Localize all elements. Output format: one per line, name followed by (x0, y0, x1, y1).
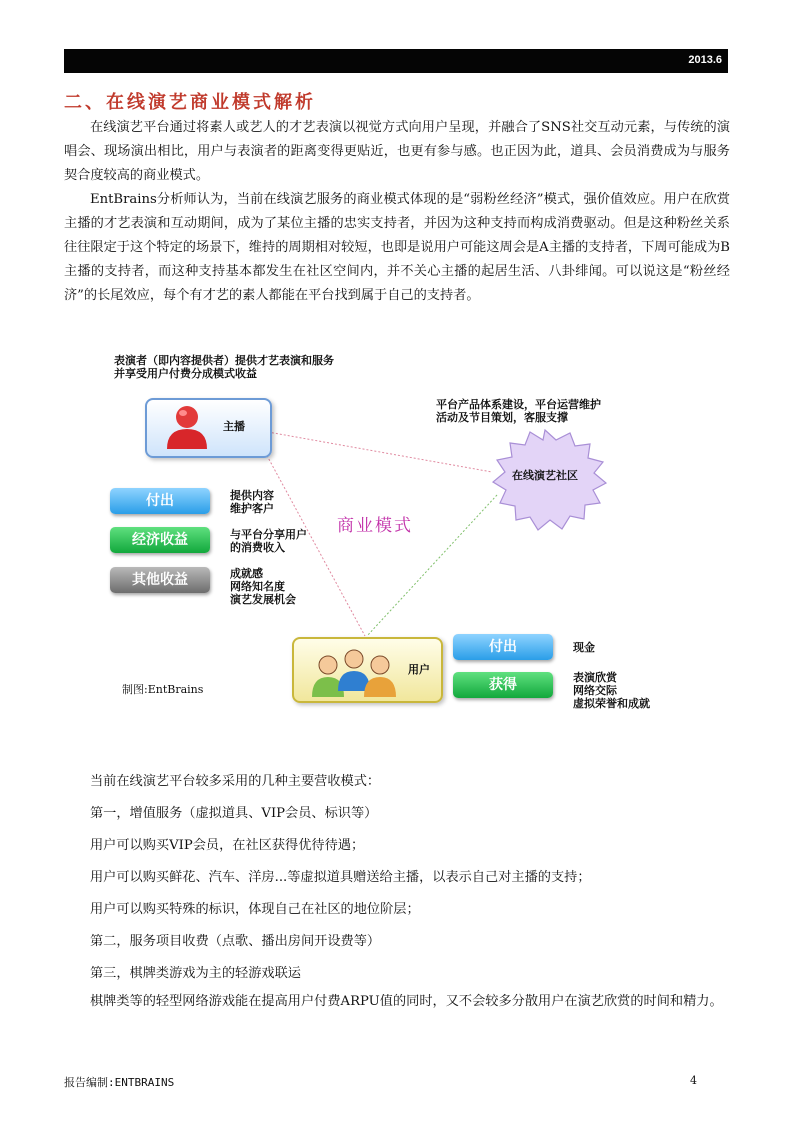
section-title: 二、在线演艺商业模式解析 (64, 92, 316, 113)
revenue-first-gifts: 用户可以购买鲜花、汽车、洋房...等虚拟道具赠送给主播，以表示自己对主播的支持； (90, 870, 591, 885)
paragraph-analysis: EntBrains分析师认为，当前在线演艺服务的商业模式体现的是“弱粉丝经济”模式，强价值效应。用户在欣赏主播的才艺表演和互动期间，成为了某位主播的忠实支持者，并因为这种支持而构成消费驱动。但是这种粉丝关系往往限定于这个特定的场景下，维持的周期相对较短，也即是说用户可能这周会是A主播的支持者，下周可能成为B主播的支持者，而这种支持基本都发生在社区空间内，并不关心主播的起居生活、八卦绯闻。可以说这是“粉丝经济”的长尾效应，每个有才艺的素人都能在平台找到属于自己的支持者。 (64, 192, 730, 303)
revenue-second: 第二，服务项目收费（点歌、播出房间开设费等） (90, 934, 381, 949)
user-gain-button: 获得 (453, 672, 553, 698)
footer-author: 报告编制:ENTBRAINS (64, 1076, 175, 1089)
revenue-first-badges: 用户可以购买特殊的标识，体现自己在社区的地位阶层； (90, 902, 420, 917)
paragraph-intro: 在线演艺平台通过将素人或艺人的才艺表演以视觉方式向用户呈现，并融合了SNS社交互动元素，与传统的演唱会、现场演出相比，用户与表演者的距离变得更贴近，也更有参与感。也正因为此，道具、会员消费成为与服务契合度较高的商业模式。 (64, 120, 730, 183)
host-node (145, 398, 272, 458)
business-model-label: 商业模式 (337, 516, 413, 536)
revenue-intro: 当前在线演艺平台较多采用的几种主要营收模式： (90, 774, 381, 789)
diagram-credit: 制图:EntBrains (122, 683, 204, 696)
user-pay-button: 付出 (453, 634, 553, 660)
host-economic-text: 与平台分享用户 的消费收入 (230, 528, 307, 554)
host-other-text: 成就感 网络知名度 演艺发展机会 (230, 567, 296, 606)
host-label: 主播 (223, 420, 245, 433)
host-person-icon (161, 403, 213, 451)
user-pay-text: 现金 (573, 641, 595, 654)
community-label: 在线演艺社区 (512, 469, 578, 482)
host-description: 表演者（即内容提供者）提供才艺表演和服务 并享受用户付费分成模式收益 (114, 354, 334, 380)
user-node (292, 637, 443, 703)
user-label: 用户 (408, 663, 430, 676)
platform-description: 平台产品体系建设，平台运营维护 活动及节目策划，客服支撑 (436, 398, 601, 424)
closing-paragraph: 棋牌类等的轻型网络游戏能在提高用户付费ARPU值的同时，又不会较多分散用户在演艺欣赏的时间和精力。 (90, 994, 723, 1009)
host-other-button: 其他收益 (110, 567, 210, 593)
host-pay-button: 付出 (110, 488, 210, 514)
revenue-first-vip: 用户可以购买VIP会员，在社区获得优待待遇； (90, 838, 365, 853)
header-date: 2013.6 (688, 54, 722, 66)
revenue-first: 第一，增值服务（虚拟道具、VIP会员、标识等） (90, 806, 378, 821)
user-gain-text: 表演欣赏 网络交际 虚拟荣誉和成就 (573, 671, 650, 710)
host-pay-text: 提供内容 维护客户 (230, 489, 274, 515)
connector-host-community (268, 432, 492, 472)
revenue-third: 第三，棋牌类游戏为主的轻游戏联运 (90, 966, 301, 981)
host-economic-button: 经济收益 (110, 527, 210, 553)
users-group-icon (308, 647, 400, 699)
page-number: 4 (690, 1074, 697, 1087)
